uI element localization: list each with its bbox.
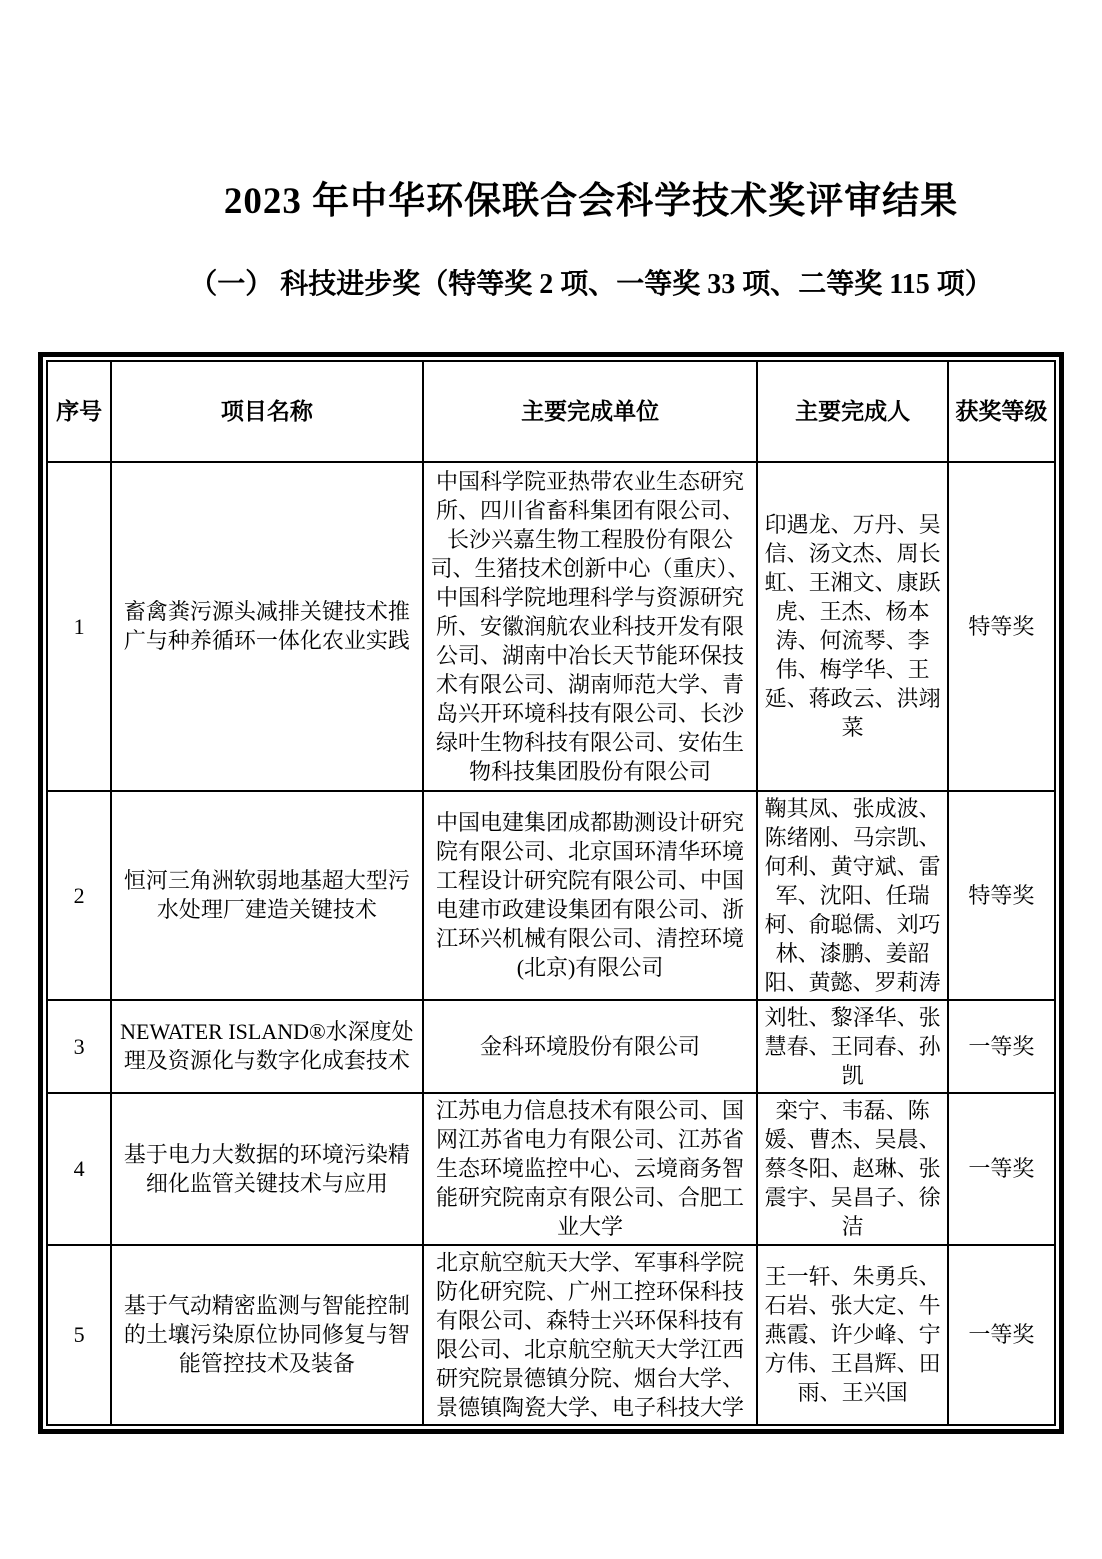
- table-row: [47, 1245, 1055, 1425]
- col-header-units: 主要完成单位: [423, 361, 758, 462]
- award-cell: 一等奖: [948, 1245, 1055, 1425]
- heading-area: [0, 180, 1102, 302]
- row-number-cell: 1: [47, 462, 111, 791]
- award-cell: 特等奖: [948, 791, 1055, 1000]
- award-cell: 一等奖: [948, 1000, 1055, 1093]
- people-cell: 刘牡、黎泽华、张慧春、王同春、孙凯: [757, 1000, 947, 1093]
- table-row: [47, 1093, 1055, 1245]
- units-cell: 中国科学院亚热带农业生态研究所、四川省畜科集团有限公司、长沙兴嘉生物工程股份有限公司、生猪技术创新中心（重庆）、中国科学院地理科学与资源研究所、安徽润航农业科技开发有限公司、湖南中冶长天节能环保技术有限公司、湖南师范大学、青岛兴开环境科技有限公司、长沙绿叶生物科技有限公司、安佑生物科技集团股份有限公司: [423, 462, 758, 791]
- units-cell: 北京航空航天大学、军事科学院防化研究院、广州工控环保科技有限公司、森特士兴环保科技有限公司、北京航空航天大学江西研究院景德镇分院、烟台大学、景德镇陶瓷大学、电子科技大学: [423, 1245, 758, 1425]
- row-number-cell: 5: [47, 1245, 111, 1425]
- project-name-cell: 基于电力大数据的环境污染精细化监管关键技术与应用: [111, 1093, 423, 1245]
- units-cell: 金科环境股份有限公司: [423, 1000, 758, 1093]
- page-subtitle: （一） 科技进步奖（特等奖 2 项、一等奖 33 项、二等奖 115 项）: [189, 269, 993, 301]
- col-header-award: 获奖等级: [948, 361, 1055, 462]
- people-cell: 鞠其凤、张成波、陈绪刚、马宗凯、何利、黄守斌、雷军、沈阳、任瑞柯、俞聪儒、刘巧林、漆鹏、姜韶阳、黄懿、罗莉涛: [757, 791, 947, 1000]
- table-row: [47, 1000, 1055, 1093]
- people-cell: 印遇龙、万丹、吴信、汤文杰、周长虹、王湘文、康跃虎、王杰、杨本涛、何流琴、李伟、梅学华、王延、蒋政云、洪翊菜: [757, 462, 947, 791]
- project-name-cell: 基于气动精密监测与智能控制的土壤污染原位协同修复与智能管控技术及装备: [111, 1245, 423, 1425]
- project-name-cell: 恒河三角洲软弱地基超大型污水处理厂建造关键技术: [111, 791, 423, 1000]
- col-header-people: 主要完成人: [757, 361, 947, 462]
- row-number-cell: 3: [47, 1000, 111, 1093]
- col-header-number: 序号: [47, 361, 111, 462]
- row-number-cell: 2: [47, 791, 111, 1000]
- page-title: 2023 年中华环保联合会科学技术奖评审结果: [223, 181, 959, 222]
- people-cell: 王一轩、朱勇兵、石岩、张大定、牛燕霞、许少峰、宁方伟、王昌辉、田雨、王兴国: [757, 1245, 947, 1425]
- col-header-project: 项目名称: [111, 361, 423, 462]
- units-cell: 中国电建集团成都勘测设计研究院有限公司、北京国环清华环境工程设计研究院有限公司、中国电建市政建设集团有限公司、浙江环兴机械有限公司、清控环境(北京)有限公司: [423, 791, 758, 1000]
- units-cell: 江苏电力信息技术有限公司、国网江苏省电力有限公司、江苏省生态环境监控中心、云境商务智能研究院南京有限公司、合肥工业大学: [423, 1093, 758, 1245]
- table-row: [47, 791, 1055, 1000]
- people-cell: 栾宁、韦磊、陈媛、曹杰、吴晨、蔡冬阳、赵琳、张震宇、吴昌子、徐洁: [757, 1093, 947, 1245]
- table-row: [47, 462, 1055, 791]
- awards-table: [46, 360, 1056, 1426]
- award-cell: 特等奖: [948, 462, 1055, 791]
- row-number-cell: 4: [47, 1093, 111, 1245]
- table-header-row: [47, 361, 1055, 462]
- awards-table-frame: [38, 352, 1064, 1434]
- project-name-cell: NEWATER ISLAND®水深度处理及资源化与数字化成套技术: [111, 1000, 423, 1093]
- award-cell: 一等奖: [948, 1093, 1055, 1245]
- project-name-cell: 畜禽粪污源头减排关键技术推广与种养循环一体化农业实践: [111, 462, 423, 791]
